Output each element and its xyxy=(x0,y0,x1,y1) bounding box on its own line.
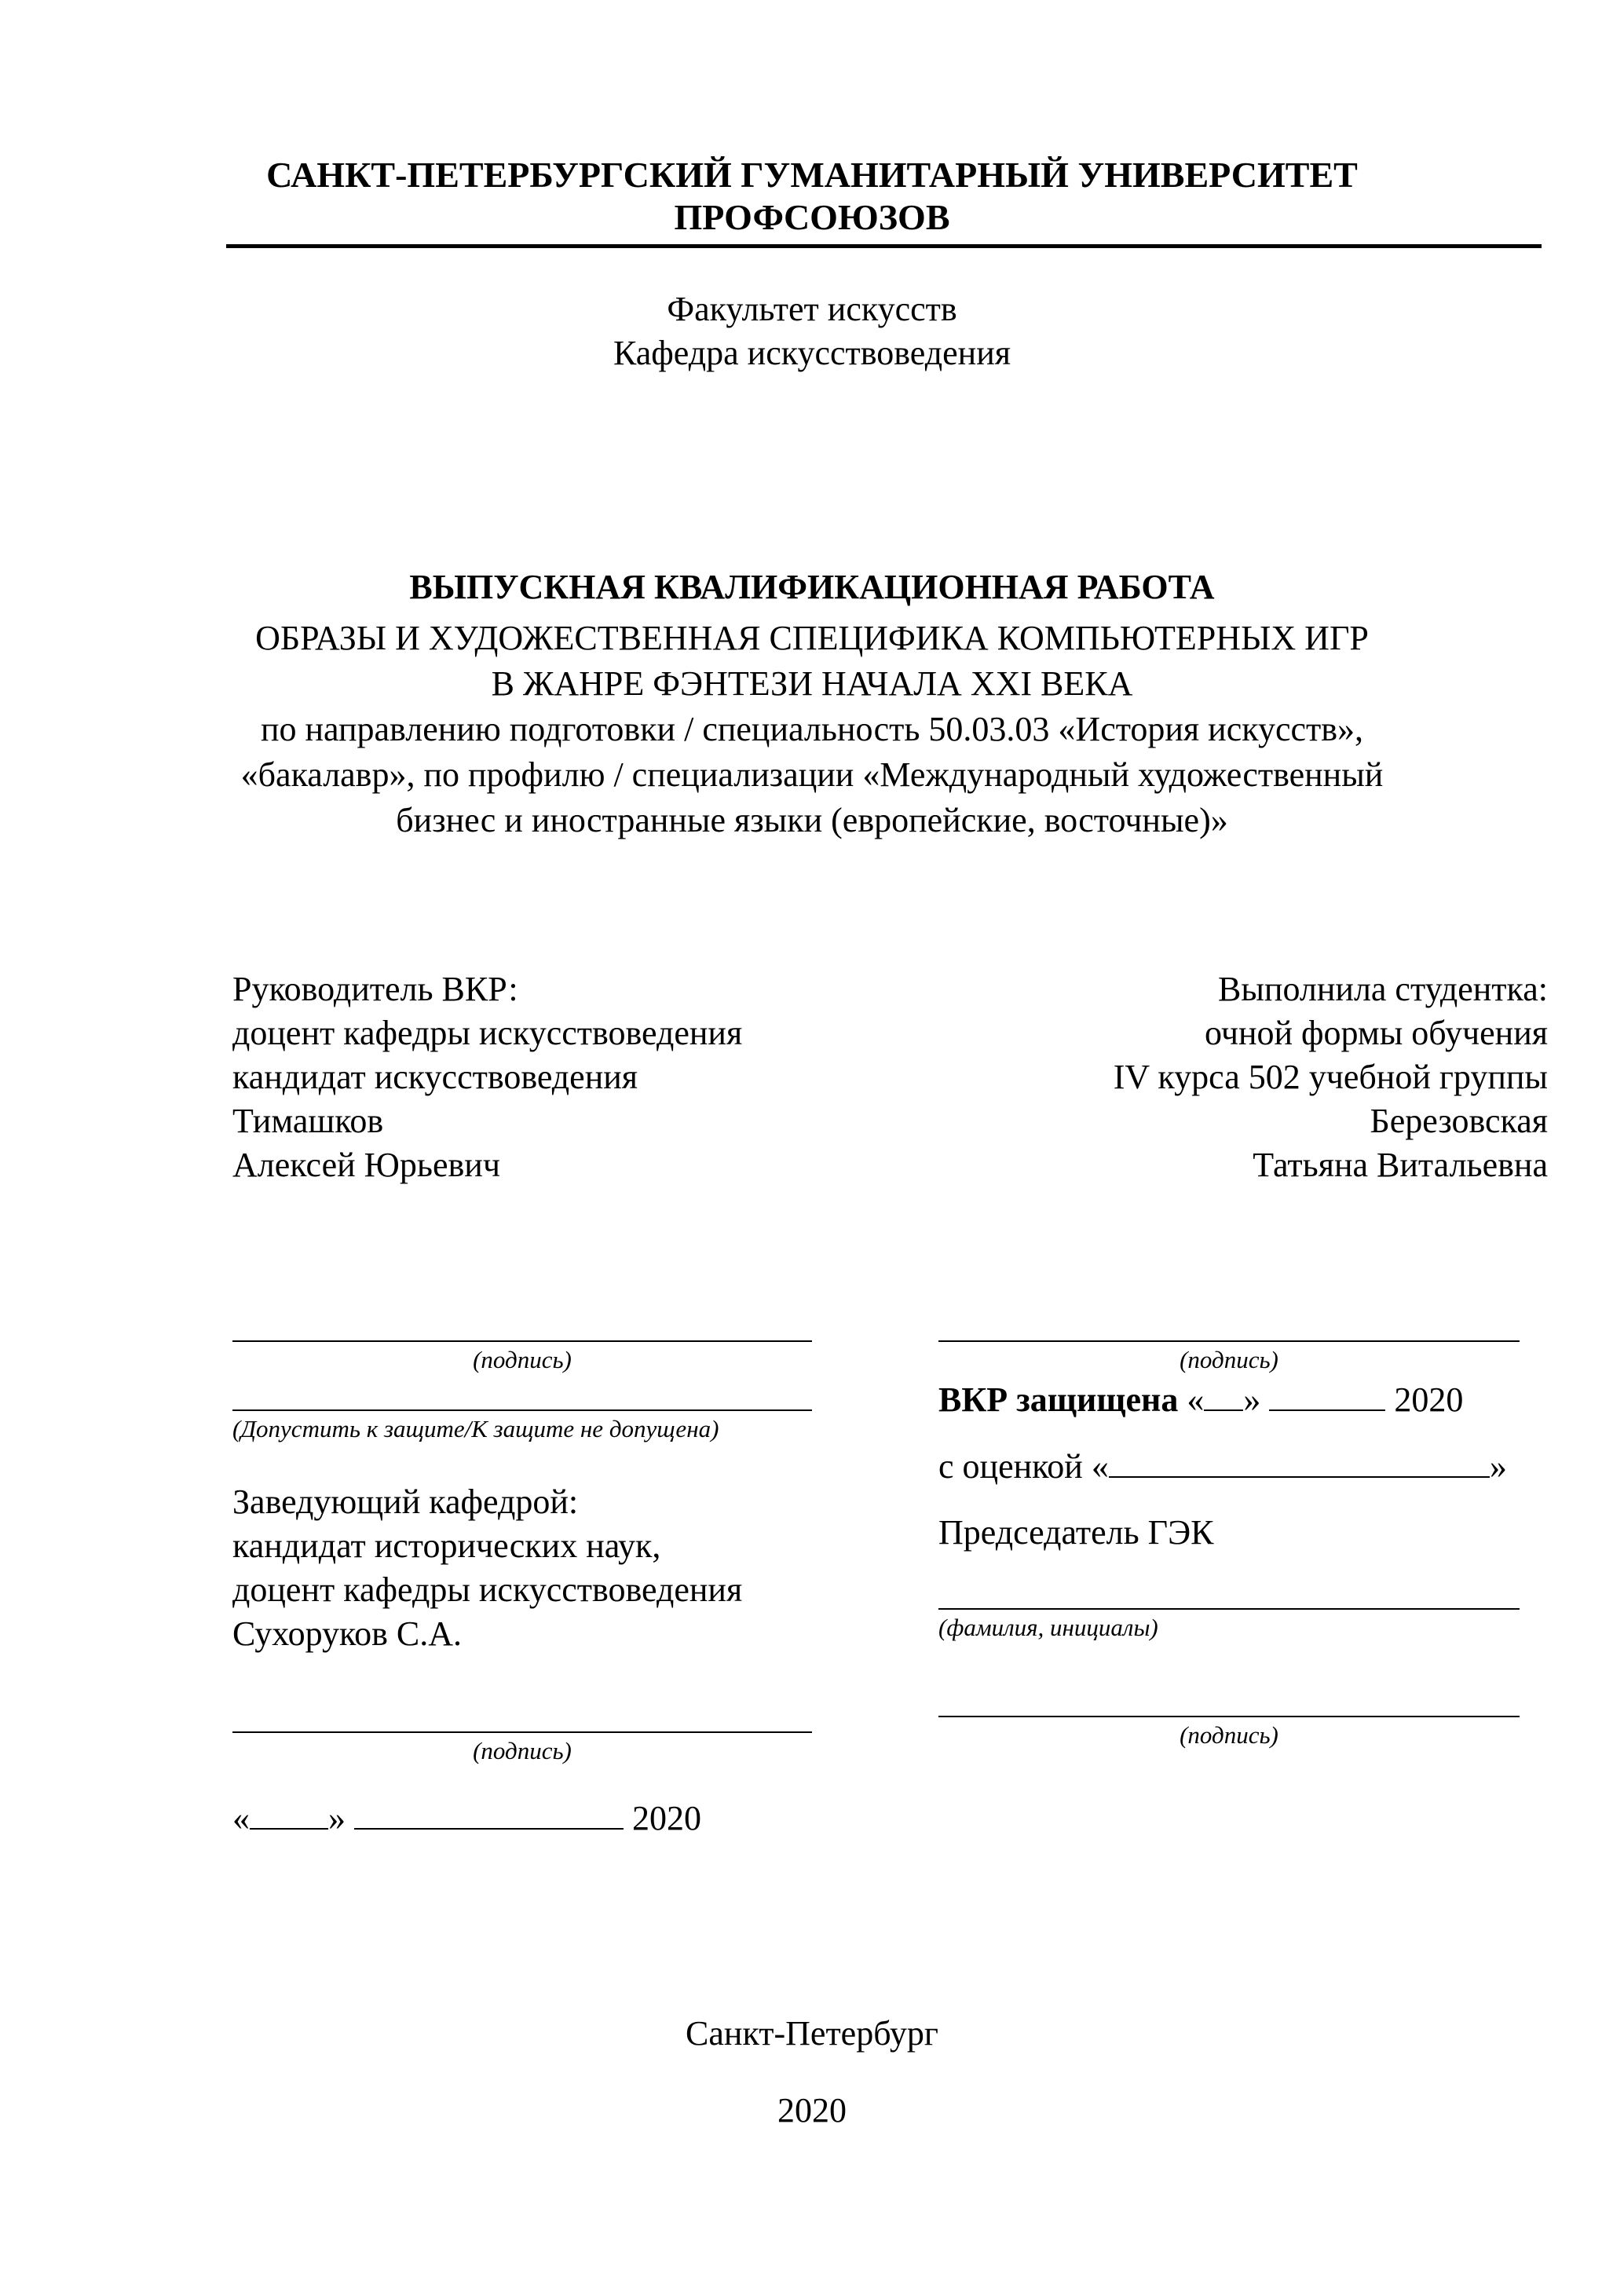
defense-grade-line xyxy=(938,1445,1507,1489)
defense-quote-close: » xyxy=(1243,1380,1261,1419)
footer-city: Санкт-Петербург xyxy=(686,2014,938,2053)
defense-date-line xyxy=(938,1378,1463,1422)
defense-protected-label: ВКР защищена xyxy=(938,1380,1179,1419)
admission-caption: (Допустить к защите/К защите не допущена) xyxy=(232,1415,719,1442)
head-signature-caption: (подпись) xyxy=(473,1737,572,1764)
header-divider xyxy=(226,244,1542,248)
student-signature-line[interactable] xyxy=(938,1340,1520,1342)
chair-label: Председатель ГЭК xyxy=(938,1513,1214,1552)
defense-quote-open: « xyxy=(1187,1380,1205,1419)
defense-year: 2020 xyxy=(1394,1380,1464,1419)
student-name: Татьяна Витальевна xyxy=(1253,1146,1548,1184)
thesis-spec-line1: по направлению подготовки / специальность 50.03.03 «История искусств», xyxy=(260,710,1364,748)
faculty-name: Факультет искусств xyxy=(667,290,957,328)
faculty-block xyxy=(0,287,1624,375)
student-form: очной формы обучения xyxy=(1204,1014,1548,1052)
supervisor-name: Алексей Юрьевич xyxy=(232,1146,500,1184)
head-name: Сухоруков С.А. xyxy=(232,1614,463,1653)
supervisor-signature-caption: (подпись) xyxy=(473,1346,572,1373)
head-label: Заведующий кафедрой: xyxy=(232,1483,579,1521)
student-group: IV курса 502 учебной группы xyxy=(1113,1058,1548,1096)
head-of-department-block xyxy=(232,1480,742,1656)
thesis-spec-line3: бизнес и иностранные языки (европейские, восточные)» xyxy=(396,801,1228,839)
supervisor-degree: кандидат искусствоведения xyxy=(232,1058,638,1096)
university-name-line2: ПРОФСОЮЗОВ xyxy=(674,197,950,237)
supervisor-label: Руководитель ВКР: xyxy=(232,970,518,1008)
date-day-field[interactable] xyxy=(250,1798,328,1830)
student-block xyxy=(1114,967,1548,1187)
defense-month-field[interactable] xyxy=(1269,1380,1385,1411)
student-signature-caption: (подпись) xyxy=(1180,1346,1278,1373)
defense-grade-close: » xyxy=(1489,1447,1507,1486)
chair-name-line[interactable] xyxy=(938,1608,1520,1610)
student-label: Выполнила студентка: xyxy=(1218,970,1548,1008)
date-quote-open: « xyxy=(232,1799,250,1837)
defense-grade-label: с оценкой « xyxy=(938,1447,1109,1486)
footer-year: 2020 xyxy=(777,2091,847,2130)
student-surname: Березовская xyxy=(1370,1102,1548,1140)
chair-signature-line[interactable] xyxy=(938,1716,1520,1717)
head-degree: кандидат исторических наук, xyxy=(232,1526,661,1565)
chair-signature-caption: (подпись) xyxy=(1180,1721,1278,1749)
supervisor-surname: Тимашков xyxy=(232,1102,384,1140)
supervisor-signature-line[interactable] xyxy=(232,1340,812,1342)
defense-day-field[interactable] xyxy=(1204,1380,1243,1411)
department-name: Кафедра искусствоведения xyxy=(613,334,1011,372)
head-signature-line[interactable] xyxy=(232,1731,812,1733)
university-name xyxy=(0,154,1624,239)
thesis-type: ВЫПУСКНАЯ КВАЛИФИКАЦИОННАЯ РАБОТА xyxy=(409,568,1215,606)
admission-line[interactable] xyxy=(232,1409,812,1411)
defense-grade-field[interactable] xyxy=(1109,1446,1490,1478)
thesis-title-line2: В ЖАНРЕ ФЭНТЕЗИ НАЧАЛА XXI ВЕКА xyxy=(491,664,1133,703)
date-month-field[interactable] xyxy=(354,1798,624,1830)
head-date-line xyxy=(232,1797,701,1841)
chair-name-caption: (фамилия, инициалы) xyxy=(938,1614,1158,1641)
supervisor-block xyxy=(232,967,742,1187)
thesis-title-line1: ОБРАЗЫ И ХУДОЖЕСТВЕННАЯ СПЕЦИФИКА КОМПЬЮТЕРНЫХ ИГР xyxy=(255,619,1369,657)
university-name-line1: САНКТ-ПЕТЕРБУРГСКИЙ ГУМАНИТАРНЫЙ УНИВЕРСИТЕТ xyxy=(266,155,1358,195)
head-position: доцент кафедры искусствоведения xyxy=(232,1570,743,1609)
date-year: 2020 xyxy=(632,1799,701,1837)
supervisor-position: доцент кафедры искусствоведения xyxy=(232,1014,743,1052)
date-quote-close: » xyxy=(328,1799,346,1837)
thesis-spec-line2: «бакалавр», по профилю / специализации «Международный художественный xyxy=(240,755,1384,794)
